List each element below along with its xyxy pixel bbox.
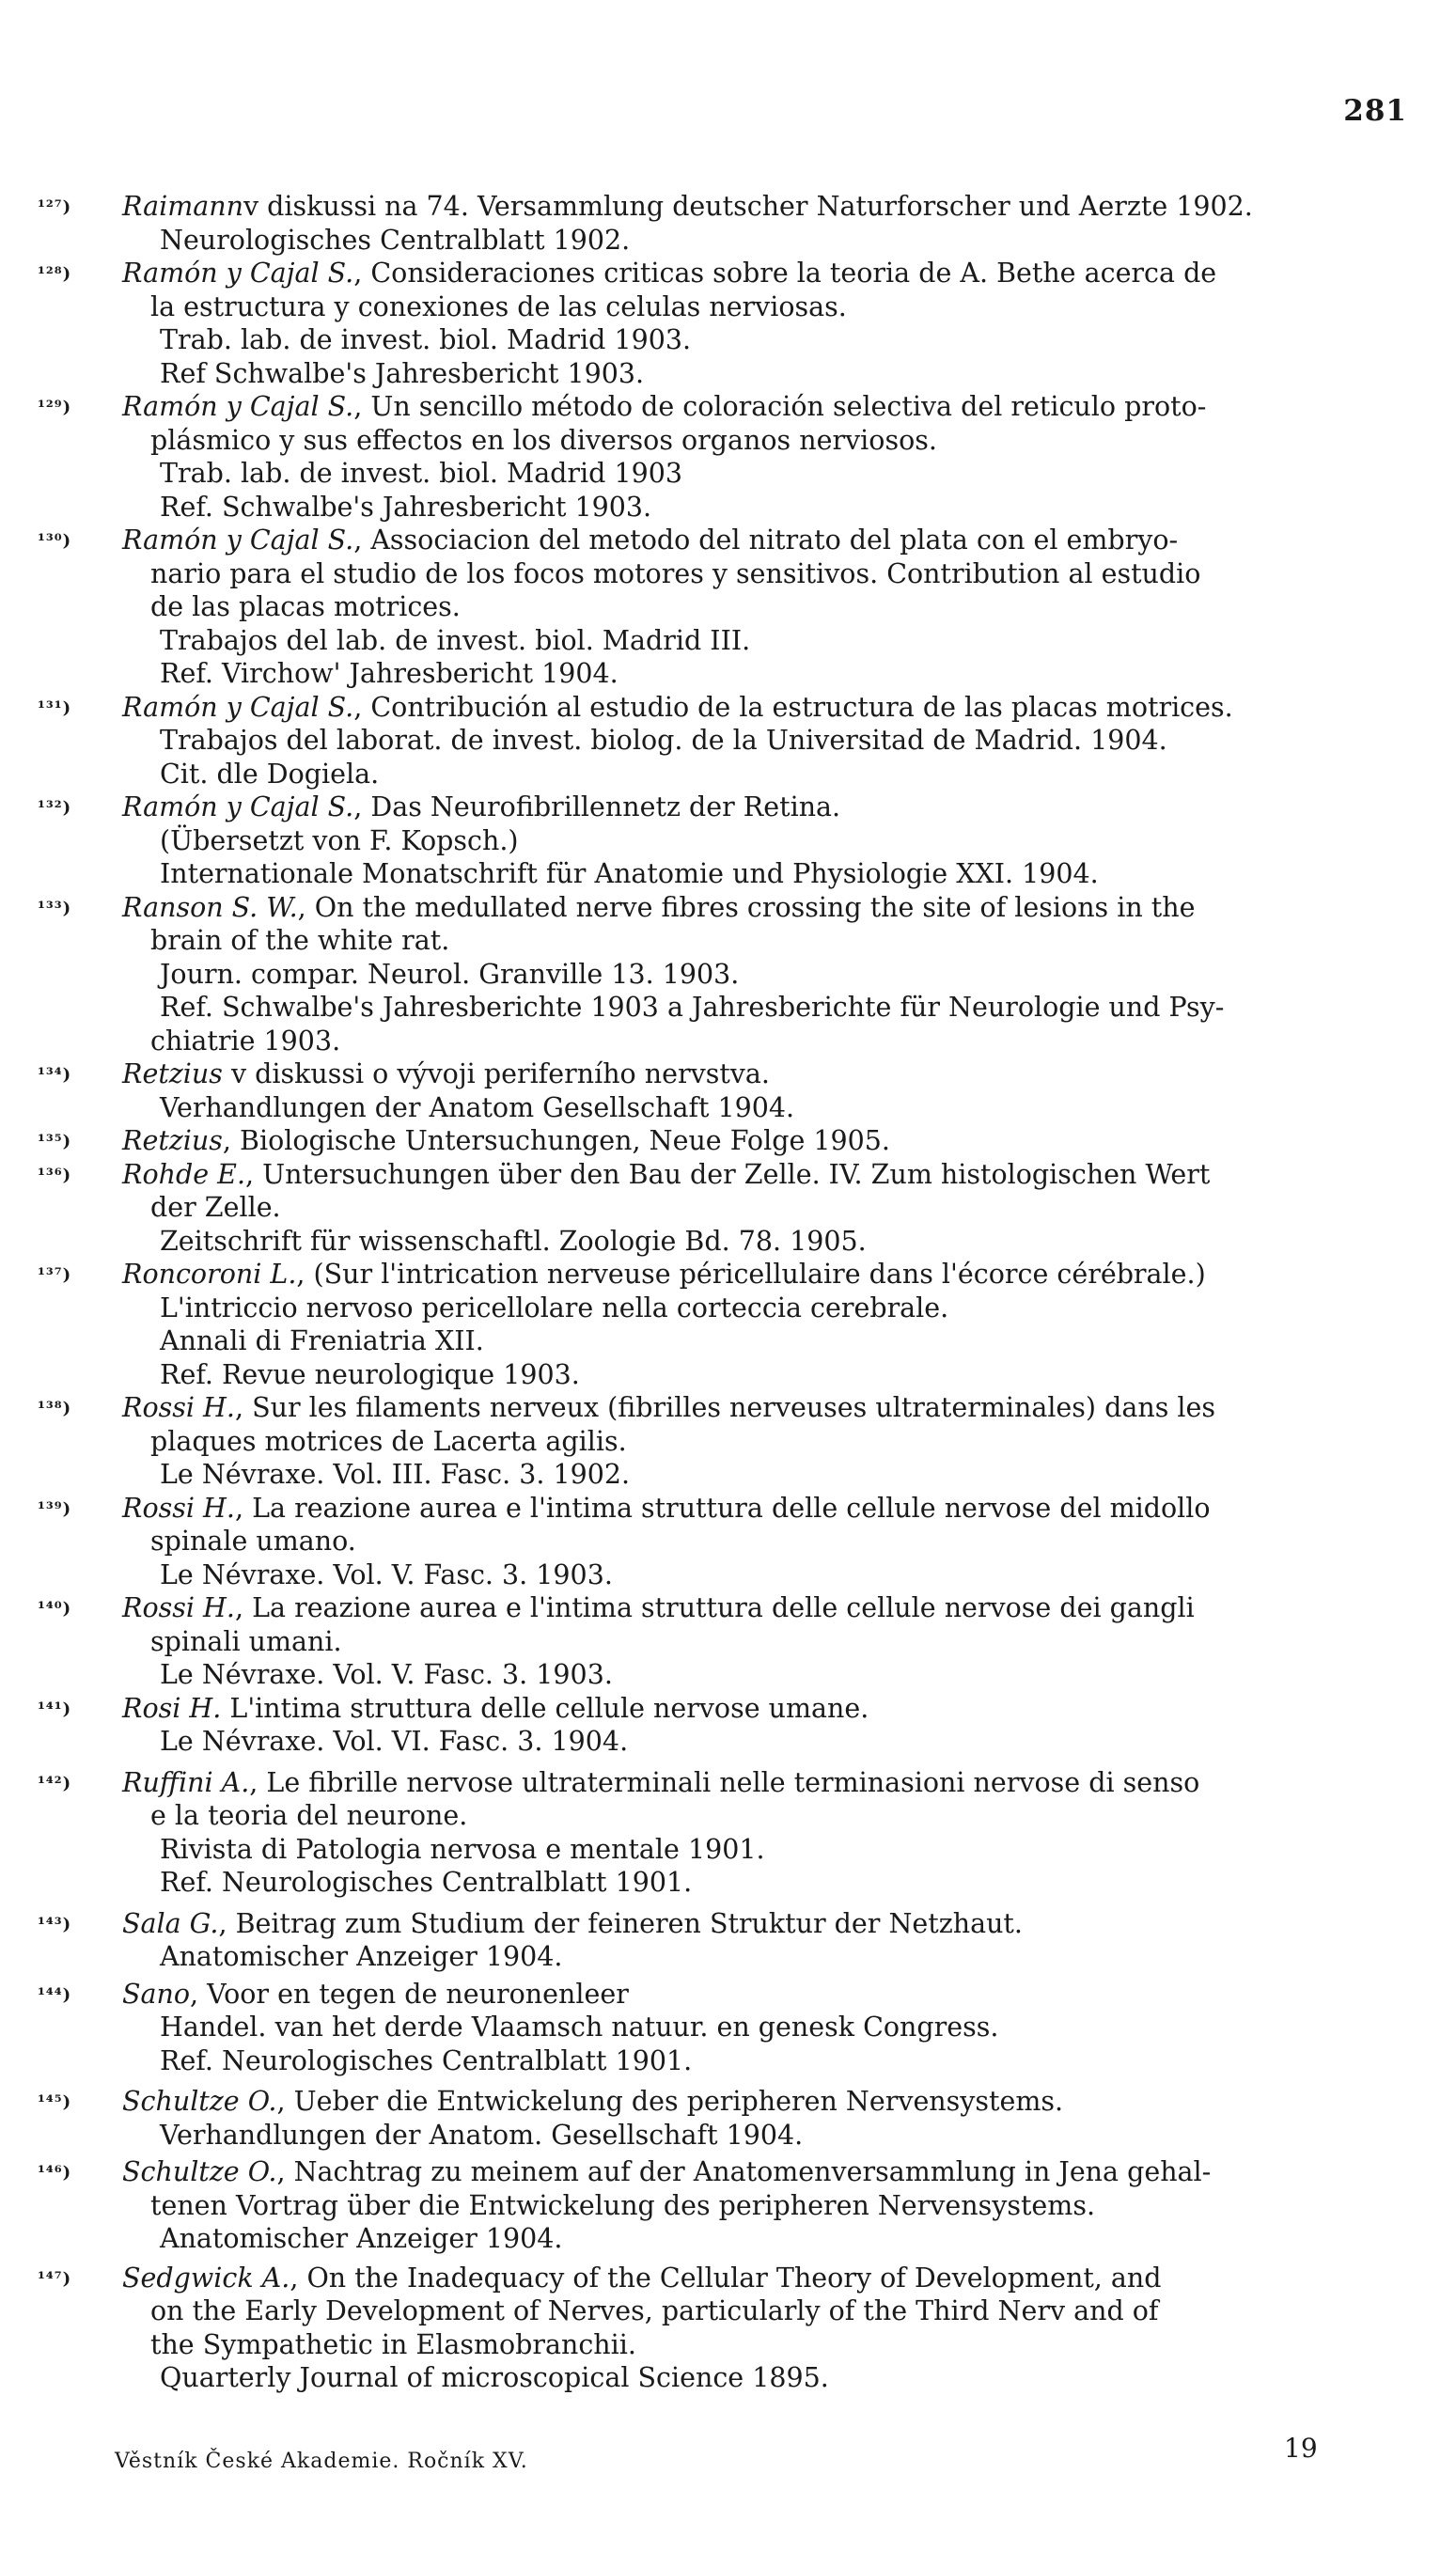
- reference-text: , La reazione aurea e l'intima struttura delle cellule nervose dei gangli: [234, 1592, 1195, 1623]
- reference-line: Neurologisches Centralblatt 1902.: [160, 224, 631, 256]
- reference-line: Trab. lab. de invest. biol. Madrid 1903: [160, 458, 683, 489]
- reference-line: Ref Schwalbe's Jahresbericht 1903.: [160, 357, 645, 389]
- reference-author: Ramón y Cajal S.: [122, 258, 354, 289]
- reference-line: chiatrie 1903.: [150, 1025, 341, 1057]
- reference-author: Ramón y Cajal S.: [122, 525, 354, 556]
- reference-number: ¹²⁸): [38, 264, 72, 284]
- reference-text: , Biologische Untersuchungen, Neue Folge 1905.: [222, 1125, 890, 1156]
- reference-line: Rivista di Patologia nervosa e mentale 1901.: [160, 1833, 765, 1865]
- reference-author: Ruffini A.: [122, 1766, 250, 1798]
- reference-line: Ref. Virchow' Jahresbericht 1904.: [160, 658, 618, 689]
- reference-text: , Sur les filaments nerveux (fibrilles nerveuses ultraterminales) dans les: [234, 1392, 1215, 1423]
- reference-entry: [38, 524, 1414, 691]
- reference-line: Le Névraxe. Vol. VI. Fasc. 3. 1904.: [160, 1726, 629, 1757]
- reference-line: Verhandlungen der Anatom Gesellschaft 1904.: [160, 1091, 795, 1123]
- reference-line: Trab. lab. de invest. biol. Madrid 1903.: [160, 324, 692, 355]
- reference-text: , Le fibrille nervose ultraterminali nelle terminasioni nervose di senso: [249, 1766, 1200, 1798]
- reference-text: , Consideraciones criticas sobre la teoria de A. Bethe acerca de: [353, 258, 1217, 289]
- reference-entry: [38, 1766, 1414, 1900]
- reference-line: Verhandlungen der Anatom. Gesellschaft 1904.: [160, 2119, 804, 2151]
- reference-line: (Übersetzt von F. Kopsch.): [160, 824, 519, 856]
- reference-line: nario para el studio de los focos motores y sensitivos. Contribution al estudio: [150, 557, 1201, 589]
- reference-line: plaques motrices de Lacerta agilis.: [150, 1425, 627, 1457]
- reference-first-line: [122, 2155, 1414, 2189]
- reference-line: Ref. Revue neurologique 1903.: [160, 1358, 580, 1390]
- reference-first-line: [122, 791, 1414, 824]
- reference-line: Ref. Schwalbe's Jahresbericht 1903.: [160, 491, 652, 523]
- reference-number: ¹⁴⁰): [38, 1599, 72, 1619]
- reference-text: , Voor en tegen de neuronenleer: [190, 1978, 629, 2010]
- reference-line: the Sympathetic in Elasmobranchii.: [150, 2328, 636, 2360]
- reference-first-line: [122, 1907, 1414, 1941]
- reference-author: Rosi H.: [122, 1692, 222, 1724]
- reference-author: Roncoroni L.: [122, 1259, 297, 1290]
- reference-author: Schultze O.: [122, 2156, 277, 2187]
- reference-first-line: [122, 1692, 1414, 1726]
- reference-number: ¹²⁷): [38, 197, 72, 217]
- reference-number: ¹⁴³): [38, 1914, 72, 1934]
- reference-number: ¹³⁶): [38, 1165, 72, 1185]
- reference-line: Le Névraxe. Vol. V. Fasc. 3. 1903.: [160, 1659, 613, 1690]
- reference-entry: [38, 1978, 1414, 2078]
- reference-entry: [38, 257, 1414, 390]
- page-number: 281: [1343, 94, 1407, 128]
- reference-line: spinali umani.: [150, 1625, 342, 1657]
- reference-line: Cit. dle Dogiela.: [160, 758, 380, 790]
- reference-entry: [38, 791, 1414, 891]
- reference-entry: [38, 1258, 1414, 1391]
- reference-number: ¹⁴⁶): [38, 2163, 72, 2183]
- reference-text: , Beitrag zum Studium der feineren Struktur der Netzhaut.: [218, 1907, 1023, 1939]
- reference-number: ¹⁴⁵): [38, 2092, 72, 2112]
- reference-line: e la teoria del neurone.: [150, 1800, 468, 1831]
- reference-text: , Das Neurofibrillennetz der Retina.: [353, 791, 841, 822]
- reference-entry: [38, 1492, 1414, 1592]
- reference-first-line: [122, 190, 1414, 224]
- reference-entry: [38, 190, 1414, 257]
- reference-line: Handel. van het derde Vlaamsch natuur. en genesk Congress.: [160, 2012, 999, 2043]
- reference-text: , Contribución al estudio de la estructura de las placas motrices.: [353, 691, 1233, 723]
- reference-number: ¹³³): [38, 898, 72, 918]
- reference-first-line: [122, 390, 1414, 424]
- footer-signature-number: 19: [1284, 2433, 1318, 2464]
- reference-line: la estructura y conexiones de las celulas nerviosas.: [150, 290, 847, 322]
- reference-author: Sano: [122, 1978, 191, 2010]
- reference-entry: [38, 1692, 1414, 1759]
- reference-first-line: [122, 1158, 1414, 1192]
- reference-line: Quarterly Journal of microscopical Science 1895.: [160, 2362, 829, 2393]
- reference-entry: [38, 891, 1414, 1058]
- reference-line: Journ. compar. Neurol. Granville 13. 1903.: [160, 958, 740, 990]
- reference-line: Ref. Neurologisches Centralblatt 1901.: [160, 2044, 693, 2076]
- reference-author: Ramón y Cajal S.: [122, 691, 354, 723]
- reference-text: , Ueber die Entwickelung des peripheren Nervensystems.: [276, 2086, 1064, 2117]
- reference-author: Raimann: [122, 191, 243, 222]
- reference-first-line: [122, 1391, 1414, 1425]
- reference-entry: [38, 2262, 1414, 2395]
- reference-number: ¹³⁴): [38, 1065, 72, 1085]
- reference-text: , Associacion del metodo del nitrato del plata con el embryo-: [353, 525, 1179, 556]
- reference-line: Le Névraxe. Vol. III. Fasc. 3. 1902.: [160, 1459, 631, 1490]
- reference-entry: [38, 2155, 1414, 2256]
- reference-text: , On the Inadequacy of the Cellular Theory of Development, and: [290, 2262, 1162, 2294]
- reference-author: Retzius: [122, 1058, 223, 1089]
- reference-line: on the Early Development of Nerves, particularly of the Third Nerv and of: [150, 2295, 1159, 2326]
- reference-first-line: [122, 524, 1414, 557]
- reference-first-line: [122, 2085, 1414, 2119]
- reference-line: Annali di Freniatria XII.: [160, 1325, 484, 1356]
- reference-line: tenen Vortrag über die Entwickelung des peripheren Nervensystems.: [150, 2189, 1096, 2221]
- reference-entry: [38, 1057, 1414, 1124]
- reference-number: ¹³²): [38, 798, 72, 818]
- reference-number: ¹⁴⁴): [38, 1984, 72, 2005]
- reference-line: Anatomischer Anzeiger 1904.: [160, 1941, 563, 1972]
- reference-number: ¹⁴⁷): [38, 2268, 72, 2289]
- reference-line: spinale umano.: [150, 1526, 356, 1557]
- reference-number: ¹³⁸): [38, 1399, 72, 1418]
- reference-first-line: [122, 1766, 1414, 1800]
- reference-line: Ref. Neurologisches Centralblatt 1901.: [160, 1867, 693, 1898]
- reference-number: ¹³⁹): [38, 1498, 72, 1519]
- reference-line: der Zelle.: [150, 1192, 281, 1223]
- reference-line: Ref. Schwalbe's Jahresberichte 1903 a Jahresberichte für Neurologie und Psy-: [160, 992, 1225, 1023]
- reference-text: , On the medullated nerve fibres crossing the site of lesions in the: [297, 891, 1196, 923]
- reference-first-line: [122, 1978, 1414, 2012]
- reference-entry: [38, 1391, 1414, 1492]
- reference-line: Trabajos del laborat. de invest. biolog. de la Universitad de Madrid. 1904.: [160, 725, 1167, 756]
- reference-first-line: [122, 1258, 1414, 1292]
- reference-author: Sala G.: [122, 1907, 219, 1939]
- reference-first-line: [122, 1492, 1414, 1526]
- reference-number: ¹³¹): [38, 697, 72, 718]
- reference-number: ¹³⁰): [38, 531, 72, 551]
- reference-entry: [38, 390, 1414, 524]
- reference-author: Sedgwick A.: [122, 2262, 290, 2294]
- reference-author: Ranson S. W.: [122, 891, 298, 923]
- reference-author: Ramón y Cajal S.: [122, 391, 354, 422]
- reference-text: , Nachtrag zu meinem auf der Anatomenversammlung in Jena gehal-: [276, 2156, 1212, 2187]
- reference-text: , Untersuchungen über den Bau der Zelle. IV. Zum histologischen Wert: [245, 1158, 1211, 1190]
- reference-line: L'intriccio nervoso pericellolare nella corteccia cerebrale.: [160, 1292, 949, 1323]
- reference-line: Trabajos del lab. de invest. biol. Madrid III.: [160, 624, 751, 656]
- reference-entry: [38, 1124, 1414, 1158]
- reference-text: , (Sur l'intrication nerveuse péricellulaire dans l'écorce cérébrale.): [296, 1259, 1206, 1290]
- reference-first-line: [122, 257, 1414, 290]
- reference-first-line: [122, 1057, 1414, 1091]
- reference-line: Le Névraxe. Vol. V. Fasc. 3. 1903.: [160, 1558, 613, 1590]
- reference-entry: [38, 1591, 1414, 1692]
- reference-author: Ramón y Cajal S.: [122, 791, 354, 822]
- reference-number: ¹⁴¹): [38, 1699, 72, 1719]
- reference-line: Zeitschrift für wissenschaftl. Zoologie Bd. 78. 1905.: [160, 1225, 867, 1257]
- reference-first-line: [122, 1124, 1414, 1158]
- reference-text: , Un sencillo método de coloración selectiva del reticulo proto-: [353, 391, 1207, 422]
- reference-number: ¹³⁷): [38, 1265, 72, 1285]
- reference-text: L'intima struttura delle cellule nervose umane.: [221, 1692, 869, 1724]
- reference-author: Retzius: [122, 1125, 223, 1156]
- reference-number: ¹²⁹): [38, 398, 72, 417]
- reference-line: brain of the white rat.: [150, 925, 450, 956]
- reference-first-line: [122, 2262, 1414, 2295]
- reference-text: v diskussi o vývoji periferního nervstva.: [222, 1058, 770, 1089]
- reference-entry: [38, 2085, 1414, 2152]
- reference-line: Internationale Monatschrift für Anatomie und Physiologie XXI. 1904.: [160, 858, 1099, 889]
- reference-author: Rossi H.: [122, 1392, 235, 1423]
- reference-entry: [38, 1907, 1414, 1974]
- reference-list: [38, 190, 1414, 2395]
- reference-author: Schultze O.: [122, 2086, 277, 2117]
- reference-first-line: [122, 1591, 1414, 1625]
- footer-journal: Věstník České Akademie. Ročník XV.: [115, 2450, 528, 2473]
- reference-text: , La reazione aurea e l'intima struttura delle cellule nervose del midollo: [234, 1492, 1211, 1524]
- reference-line: de las placas motrices.: [150, 591, 461, 622]
- reference-number: ¹⁴²): [38, 1773, 72, 1793]
- reference-number: ¹³⁵): [38, 1132, 72, 1151]
- reference-text: v diskussi na 74. Versammlung deutscher Naturforscher und Aerzte 1902.: [243, 191, 1253, 222]
- reference-line: Anatomischer Anzeiger 1904.: [160, 2223, 563, 2254]
- reference-author: Rossi H.: [122, 1492, 235, 1524]
- reference-first-line: [122, 891, 1414, 925]
- reference-author: Rossi H.: [122, 1592, 235, 1623]
- reference-line: plásmico y sus effectos en los diversos organos nerviosos.: [150, 424, 937, 456]
- reference-entry: [38, 691, 1414, 791]
- reference-entry: [38, 1158, 1414, 1259]
- reference-author: Rohde E.: [122, 1158, 246, 1190]
- reference-first-line: [122, 691, 1414, 725]
